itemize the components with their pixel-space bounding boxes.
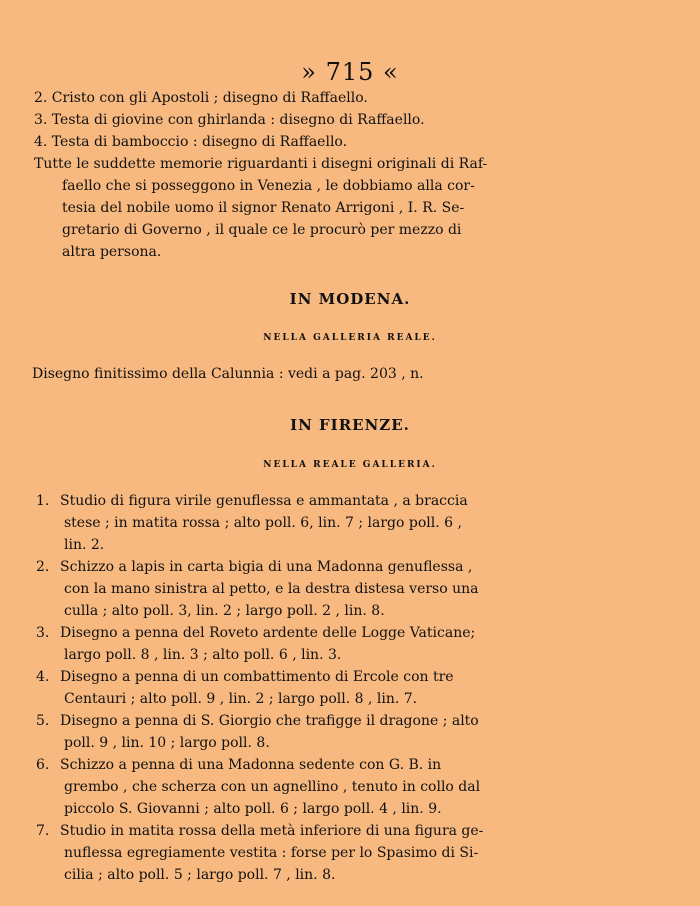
entry-line: nuflessa egregiamente vestita : forse per lo Spasimo di Si- [64,845,479,861]
entry-line: con la mano sinistra al petto, e la destra distesa verso una [64,581,479,597]
entry-number: 1. [36,493,50,509]
note-line-1: Tutte le suddette memorie riguardanti i disegni originali di Raf- [34,156,488,172]
note-line-4: gretario di Governo , il quale ce le procurò per mezzo di [62,222,462,238]
firenze-entry-4 [36,666,486,710]
entry-line: Disegno a penna del Roveto ardente delle Logge Vaticane; [60,625,476,641]
subheading-firenze: NELLA REALE GALLERIA. [263,460,437,470]
firenze-entry-7 [36,820,486,886]
entry-line: grembo , che scherza con un agnellino , tenuto in collo dal [64,779,481,795]
heading-modena: IN MODENA. [289,290,411,308]
entry-line: Disegno a penna di S. Giorgio che trafigge il dragone ; alto [60,713,479,729]
top-item-3: 3. Testa di giovine con ghirlanda : disegno di Raffaello. [34,112,425,128]
entry-line: piccolo S. Giovanni ; alto poll. 6 ; largo poll. 4 , lin. 9. [64,801,442,817]
top-item-2: 2. Cristo con gli Apostoli ; disegno di Raffaello. [34,90,368,106]
entry-number: 6. [36,757,50,773]
entry-line: stese ; in matita rossa ; alto poll. 6, lin. 7 ; largo poll. 6 , [64,515,462,531]
firenze-entry-3 [36,622,486,666]
note-line-3: tesia del nobile uomo il signor Renato Arrigoni , I. R. Se- [62,200,465,216]
entry-line: cilia ; alto poll. 5 ; largo poll. 7 , lin. 8. [64,867,336,883]
entry-number: 4. [36,669,50,685]
entry-line: Schizzo a lapis in carta bigia di una Madonna genuflessa , [60,559,473,575]
entry-line: Studio di figura virile genuflessa e ammantata , a braccia [60,493,468,509]
entry-line: Schizzo a penna di una Madonna sedente con G. B. in [60,757,442,773]
firenze-entry-2 [36,556,486,622]
entry-line: Disegno a penna di un combattimento di Ercole con tre [60,669,454,685]
entry-line: lin. 2. [64,537,105,553]
top-item-4: 4. Testa di bamboccio : disegno di Raffaello. [34,134,348,150]
entry-line: Studio in matita rossa della metà inferiore di una figura ge- [60,823,484,839]
heading-firenze: IN FIRENZE. [290,416,410,434]
subheading-modena: NELLA GALLERIA REALE. [263,333,437,343]
modena-entry: Disegno finitissimo della Calunnia : vedi a pag. 203 , n. [32,366,424,382]
entry-number: 5. [36,713,50,729]
entry-line: poll. 9 , lin. 10 ; largo poll. 8. [64,735,270,751]
entry-number: 3. [36,625,50,641]
firenze-entry-5 [36,710,486,754]
note-line-5: altra persona. [62,244,162,260]
firenze-entry-6 [36,754,486,820]
page-number: » 715 « [301,58,399,86]
entry-number: 7. [36,823,50,839]
note-line-2: faello che si posseggono in Venezia , le dobbiamo alla cor- [62,178,475,194]
entry-line: largo poll. 8 , lin. 3 ; alto poll. 6 , lin. 3. [64,647,342,663]
entry-line: culla ; alto poll. 3, lin. 2 ; largo poll. 2 , lin. 8. [64,603,385,619]
entry-number: 2. [36,559,50,575]
firenze-entry-1 [36,490,486,556]
entry-line: Centauri ; alto poll. 9 , lin. 2 ; largo poll. 8 , lin. 7. [64,691,418,707]
